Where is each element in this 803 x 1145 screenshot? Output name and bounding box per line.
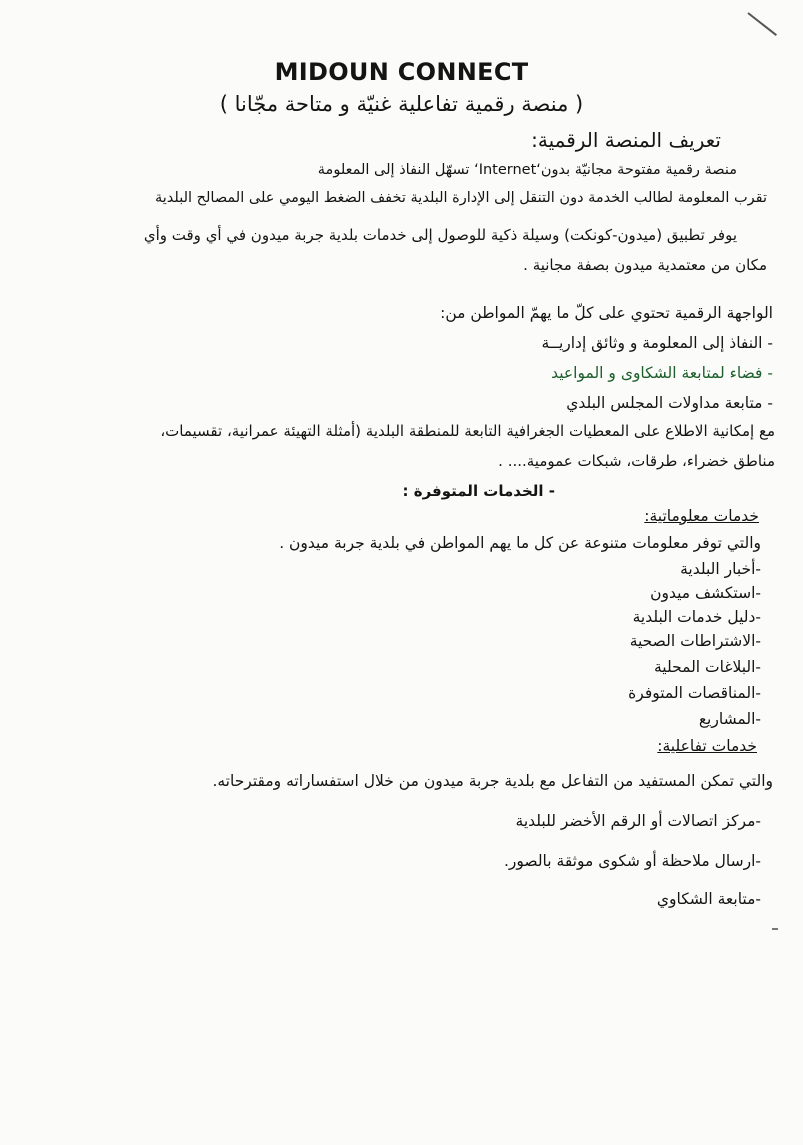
definition-line-4: مكان من معتمدية ميدون بصفة مجانية . [523,256,767,274]
interactive-services-heading: خدمات تفاعلية: [657,737,757,755]
interface-item-1: - النفاذ إلى المعلومة و وثائق إداريــة [541,334,773,352]
document-title: MIDOUN CONNECT [274,58,529,86]
definition-heading: تعريف المنصة الرقمية: [531,128,721,152]
info-service-item: -استكشف ميدون [650,584,761,602]
interface-extra-2: مناطق خضراء، طرقات، شبكات عمومية.... . [498,452,775,470]
info-services-intro: والتي توفر معلومات متنوعة عن كل ما يهم المواطن في بلدية جربة ميدون . [279,534,761,552]
interface-intro: الواجهة الرقمية تحتوي على كلّ ما يهمّ المواطن من: [440,304,773,322]
definition-line-2: تقرب المعلومة لطالب الخدمة دون التنقل إلى الإدارة البلدية تخفف الضغط اليومي على المصالح البلدية [155,190,767,206]
info-service-item: -المشاريع [698,710,761,728]
info-service-item: -الاشتراطات الصحية [629,632,761,650]
interface-extra-1: مع إمكانية الاطلاع على المعطيات الجغرافية التابعة للمنطقة البلدية (أمثلة التهيئة عمرانية، تقسيمات، [160,422,775,440]
info-services-heading: خدمات معلوماتية: [644,507,759,525]
interactive-service-item: -ارسال ملاحظة أو شكوى موثقة بالصور. [503,852,761,870]
interface-item-3: - متابعة مداولات المجلس البلدي [566,394,773,412]
document-subtitle: ( منصة رقمية تفاعلية غنيّة و متاحة مجّانا ) [219,92,584,116]
interactive-services-intro: والتي تمكن المستفيد من التفاعل مع بلدية جربة ميدون من خلال استفساراته ومقترحاته. [212,772,773,790]
definition-line-3: يوفر تطبيق (ميدون-كونكت) وسيلة ذكية للوصول إلى خدمات بلدية جربة ميدون في أي وقت وأي [143,226,737,244]
interactive-service-item: -مركز اتصالات أو الرقم الأخضر للبلدية [515,812,761,830]
interactive-service-item: -متابعة الشكاوي [656,890,761,908]
services-heading: - الخدمات المتوفرة : [402,482,555,500]
info-service-item: -البلاغات المحلية [653,658,761,676]
info-service-item: -المناقصات المتوفرة [628,684,761,702]
info-service-item: -دليل خدمات البلدية [632,608,761,626]
scan-mark [747,12,777,36]
info-service-item: -أخبار البلدية [680,560,761,578]
definition-line-1: منصة رقمية مفتوحة مجانيّة بدون‘Internet‘ تسهّل النفاذ إلى المعلومة [317,162,737,178]
scan-speck [772,928,778,930]
interface-item-2: - فضاء لمتابعة الشكاوى و المواعيد [551,364,773,382]
